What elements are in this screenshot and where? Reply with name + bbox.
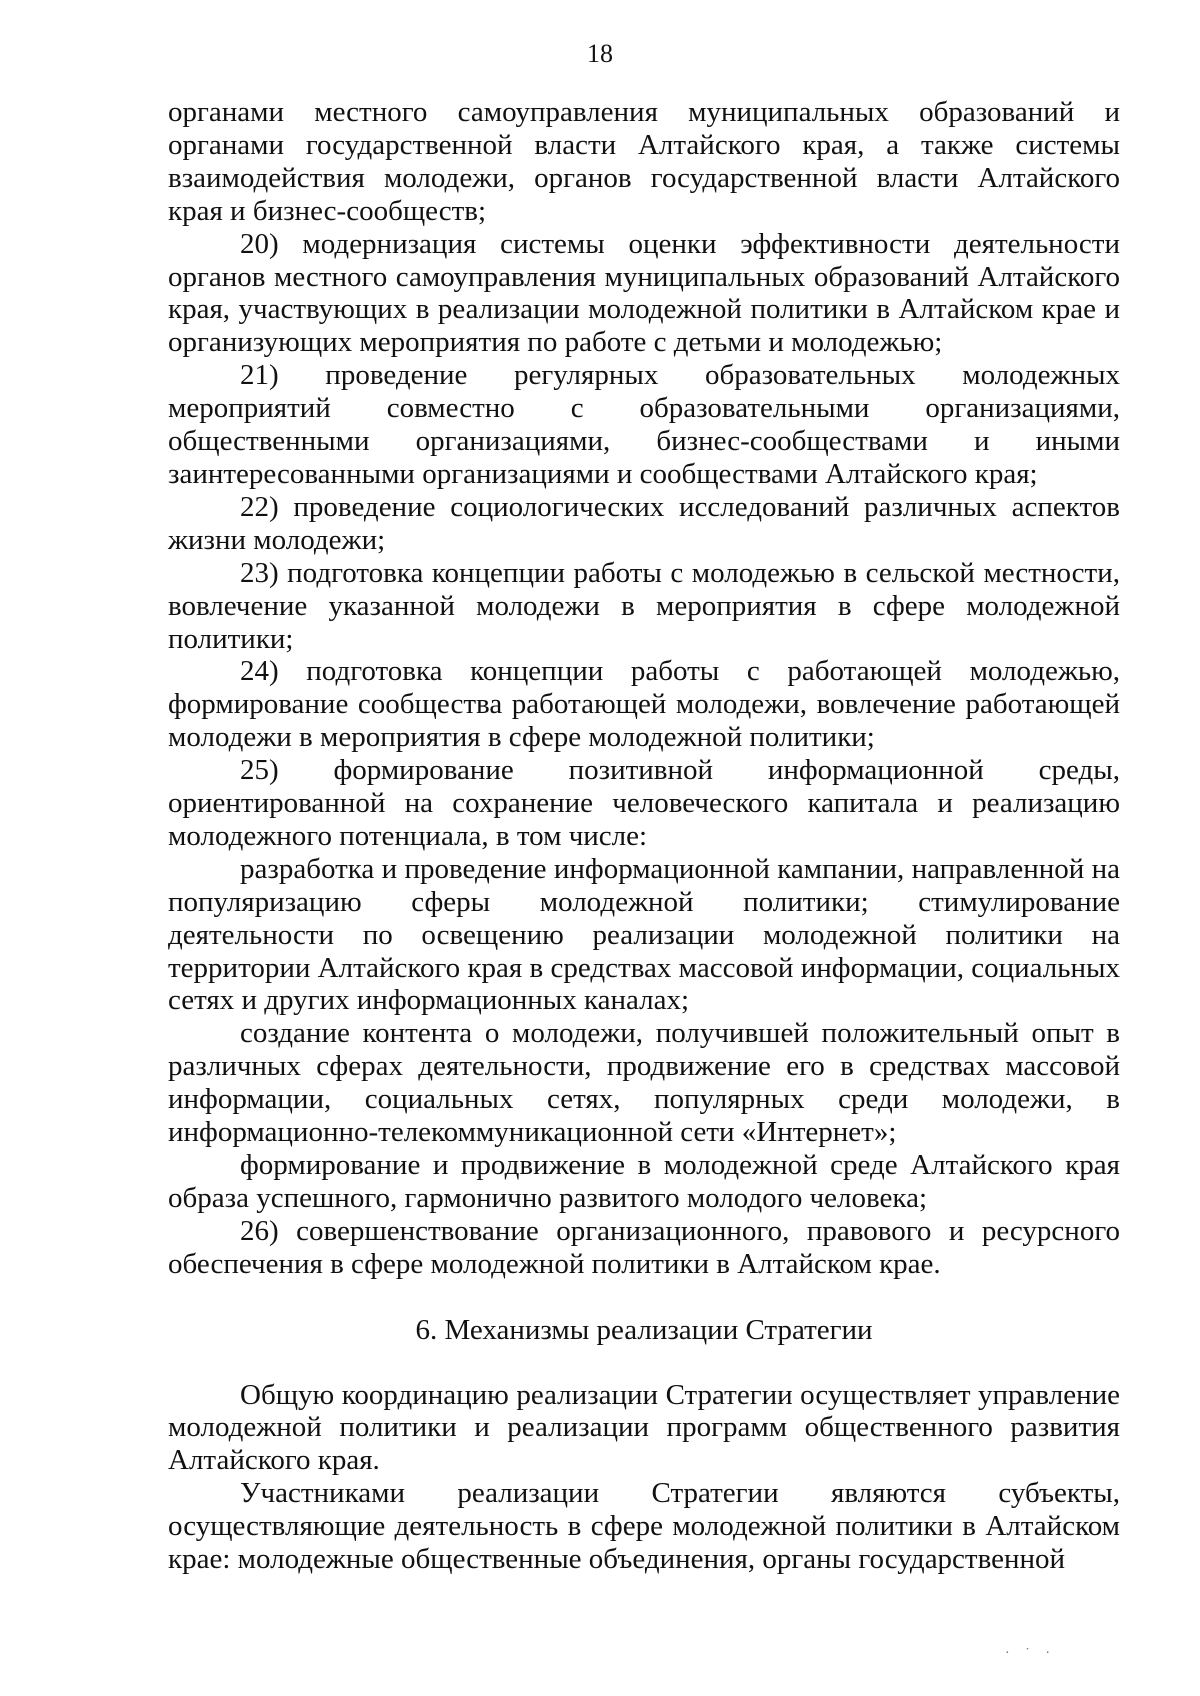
paragraph-item-25: 25) формирование позитивной информационной среды, ориентированной на сохранение человеческого капитала и реализацию молодежного потенциала, в том числе:	[168, 754, 1120, 852]
paragraph-participants: Участниками реализации Стратегии являются субъекты, осуществляющие деятельность в сфере молодежной политики в Алтайском крае: молодежные общественные объединения, органы государственной	[168, 1477, 1120, 1576]
paragraph-item-26: 26) совершенствование организационного, правового и ресурсного обеспечения в сфере молодежной политики в Алтайском крае.	[168, 1214, 1120, 1280]
document-body	[168, 96, 1120, 1576]
page-number: 18	[587, 39, 613, 68]
paragraph-continuation: органами местного самоуправления муниципальных образований и органами государственной власти Алтайского края, а также системы взаимодействия молодежи, органов государственной власти Алтайского края и бизнес-сообществ;	[168, 96, 1120, 227]
paragraph-item-22: 22) проведение социологических исследований различных аспектов жизни молодежи;	[168, 490, 1120, 556]
paragraph-item-25-sub-3: формирование и продвижение в молодежной среде Алтайского края образа успешного, гармонично развитого молодого человека;	[168, 1149, 1120, 1214]
scan-artifact-mark: · ˙ ·	[1005, 1646, 1056, 1661]
paragraph-item-25-sub-2: создание контента о молодежи, получившей положительный опыт в различных сферах деятельности, продвижение его в средствах массовой информации, социальных сетях, популярных среди молодежи, в информационно-телекоммуникационной сети «Интернет»;	[168, 1017, 1120, 1149]
paragraph-item-25-sub-1: разработка и проведение информационной кампании, направленной на популяризацию сферы молодежной политики; стимулирование деятельности по освещению реализации молодежной политики на территории Алтайского края в средствах массовой информации, социальных сетях и других информационных каналах;	[168, 852, 1120, 1017]
paragraph-item-23: 23) подготовка концепции работы с молодежью в сельской местности, вовлечение указанной молодежи в мероприятия в сфере молодежной политики;	[168, 556, 1120, 655]
section-heading: 6. Механизмы реализации Стратегии	[415, 1313, 873, 1346]
paragraph-item-24: 24) подготовка концепции работы с работающей молодежью, формирование сообщества работающей молодежи, вовлечение работающей молодежи в мероприятия в сфере молодежной политики;	[168, 655, 1120, 754]
paragraph-item-21: 21) проведение регулярных образовательных молодежных мероприятий совместно с образовательными организациями, общественными организациями, бизнес-сообществами и иными заинтересованными организациями и сообществами Алтайского края;	[168, 359, 1120, 490]
paragraph-coordination: Общую координацию реализации Стратегии осуществляет управление молодежной политики и реализации программ общественного развития Алтайского края.	[168, 1378, 1120, 1477]
paragraph-item-20: 20) модернизация системы оценки эффективности деятельности органов местного самоуправления муниципальных образований Алтайского края, участвующих в реализации молодежной политики в Алтайском крае и организующих мероприятия по работе с детьми и молодежью;	[168, 227, 1120, 359]
